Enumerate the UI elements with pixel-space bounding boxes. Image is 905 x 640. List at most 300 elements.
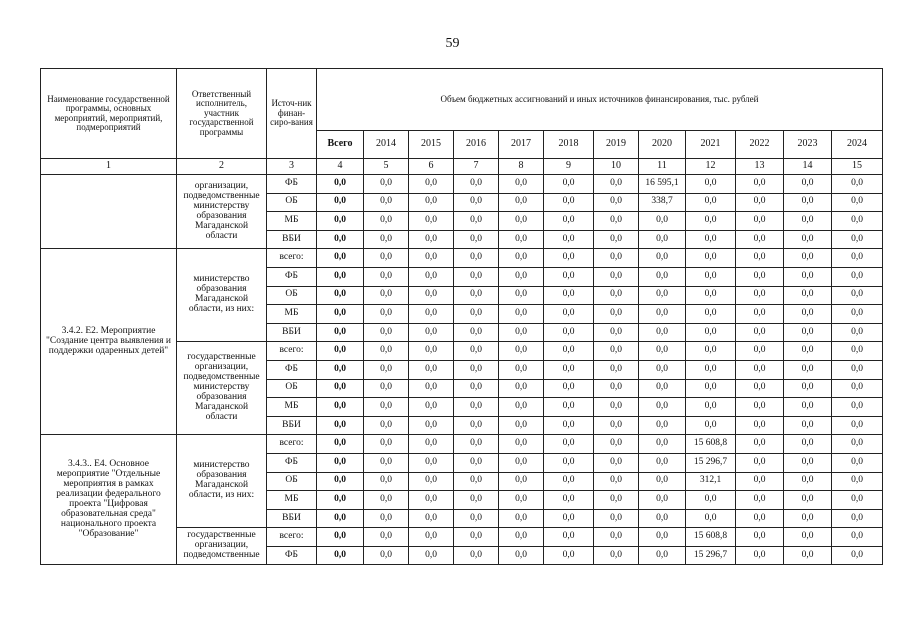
column-number: 13 (736, 159, 784, 175)
measure-name-cell: 3.4.2. Е2. Мероприятие "Создание центра выявления и поддержки одаренных детей" (41, 249, 177, 435)
header-year: 2019 (594, 131, 639, 159)
year-value-cell: 0,0 (639, 249, 686, 268)
year-value-cell: 0,0 (409, 435, 454, 454)
year-value-cell: 0,0 (832, 398, 883, 417)
year-value-cell: 0,0 (784, 212, 832, 231)
year-value-cell: 0,0 (639, 491, 686, 510)
source-cell: ФБ (267, 360, 317, 379)
total-value-cell: 0,0 (317, 453, 364, 472)
year-value-cell: 0,0 (639, 342, 686, 361)
total-value-cell: 0,0 (317, 323, 364, 342)
year-value-cell: 0,0 (594, 491, 639, 510)
year-value-cell: 0,0 (736, 435, 784, 454)
total-value-cell: 0,0 (317, 435, 364, 454)
year-value-cell: 0,0 (686, 230, 736, 249)
header-year: 2015 (409, 131, 454, 159)
year-value-cell: 0,0 (544, 249, 594, 268)
year-value-cell: 0,0 (784, 509, 832, 528)
source-cell: всего: (267, 435, 317, 454)
year-value-cell: 0,0 (639, 509, 686, 528)
year-value-cell: 0,0 (499, 193, 544, 212)
year-value-cell: 0,0 (409, 212, 454, 231)
source-cell: ФБ (267, 453, 317, 472)
year-value-cell: 0,0 (594, 267, 639, 286)
year-value-cell: 312,1 (686, 472, 736, 491)
total-value-cell: 0,0 (317, 212, 364, 231)
year-value-cell: 0,0 (639, 398, 686, 417)
year-value-cell: 0,0 (499, 323, 544, 342)
source-cell: ОБ (267, 472, 317, 491)
column-number: 9 (544, 159, 594, 175)
total-value-cell: 0,0 (317, 230, 364, 249)
year-value-cell: 0,0 (409, 416, 454, 435)
header-volume: Объем бюджетных ассигнований и иных источников финансирования, тыс. рублей (317, 69, 883, 131)
year-value-cell: 0,0 (454, 193, 499, 212)
year-value-cell: 0,0 (409, 249, 454, 268)
year-value-cell: 0,0 (594, 546, 639, 565)
year-value-cell: 0,0 (736, 267, 784, 286)
year-value-cell: 15 296,7 (686, 546, 736, 565)
source-cell: ОБ (267, 379, 317, 398)
source-cell: ОБ (267, 193, 317, 212)
year-value-cell: 0,0 (832, 472, 883, 491)
year-value-cell: 15 296,7 (686, 453, 736, 472)
year-value-cell: 0,0 (594, 528, 639, 547)
source-cell: всего: (267, 528, 317, 547)
year-value-cell: 0,0 (544, 267, 594, 286)
year-value-cell: 0,0 (409, 528, 454, 547)
year-value-cell: 0,0 (736, 491, 784, 510)
header-responsible: Ответственный исполнитель, участник государственной программы (177, 69, 267, 159)
year-value-cell: 0,0 (832, 212, 883, 231)
year-value-cell: 16 595,1 (639, 175, 686, 194)
year-value-cell: 15 608,8 (686, 435, 736, 454)
year-value-cell: 0,0 (364, 267, 409, 286)
year-value-cell: 0,0 (454, 491, 499, 510)
year-value-cell: 0,0 (409, 360, 454, 379)
header-total: Всего (317, 131, 364, 159)
header-year: 2021 (686, 131, 736, 159)
measure-name-cell (41, 175, 177, 249)
year-value-cell: 0,0 (454, 286, 499, 305)
year-value-cell: 0,0 (736, 379, 784, 398)
year-value-cell: 0,0 (686, 193, 736, 212)
year-value-cell: 0,0 (409, 267, 454, 286)
year-value-cell: 0,0 (544, 342, 594, 361)
year-value-cell: 0,0 (454, 453, 499, 472)
year-value-cell: 0,0 (832, 491, 883, 510)
year-value-cell: 0,0 (454, 398, 499, 417)
year-value-cell: 0,0 (544, 416, 594, 435)
year-value-cell: 0,0 (832, 509, 883, 528)
year-value-cell: 0,0 (784, 360, 832, 379)
year-value-cell: 0,0 (639, 267, 686, 286)
year-value-cell: 0,0 (544, 472, 594, 491)
year-value-cell: 0,0 (499, 453, 544, 472)
year-value-cell: 0,0 (686, 212, 736, 231)
year-value-cell: 0,0 (736, 342, 784, 361)
year-value-cell: 0,0 (639, 528, 686, 547)
year-value-cell: 0,0 (686, 249, 736, 268)
year-value-cell: 338,7 (639, 193, 686, 212)
source-cell: всего: (267, 249, 317, 268)
year-value-cell: 0,0 (686, 305, 736, 324)
year-value-cell: 0,0 (594, 398, 639, 417)
header-year: 2016 (454, 131, 499, 159)
year-value-cell: 0,0 (736, 175, 784, 194)
year-value-cell: 0,0 (832, 528, 883, 547)
year-value-cell: 0,0 (544, 230, 594, 249)
year-value-cell: 0,0 (639, 546, 686, 565)
year-value-cell: 0,0 (594, 342, 639, 361)
year-value-cell: 0,0 (544, 212, 594, 231)
source-cell: всего: (267, 342, 317, 361)
year-value-cell: 0,0 (832, 360, 883, 379)
year-value-cell: 0,0 (499, 175, 544, 194)
total-value-cell: 0,0 (317, 305, 364, 324)
year-value-cell: 0,0 (594, 435, 639, 454)
year-value-cell: 0,0 (364, 528, 409, 547)
header-year: 2024 (832, 131, 883, 159)
year-value-cell: 0,0 (409, 491, 454, 510)
year-value-cell: 0,0 (364, 323, 409, 342)
year-value-cell: 0,0 (736, 305, 784, 324)
header-year: 2018 (544, 131, 594, 159)
total-value-cell: 0,0 (317, 491, 364, 510)
year-value-cell: 0,0 (454, 546, 499, 565)
year-value-cell: 0,0 (736, 249, 784, 268)
year-value-cell: 0,0 (544, 305, 594, 324)
year-value-cell: 0,0 (364, 509, 409, 528)
year-value-cell: 0,0 (364, 472, 409, 491)
header-name: Наименование государственной программы, основных мероприятий, мероприятий, подмероприятий (41, 69, 177, 159)
year-value-cell: 0,0 (499, 546, 544, 565)
year-value-cell: 0,0 (594, 175, 639, 194)
year-value-cell: 0,0 (409, 230, 454, 249)
year-value-cell: 0,0 (686, 398, 736, 417)
year-value-cell: 0,0 (736, 472, 784, 491)
year-value-cell: 0,0 (784, 249, 832, 268)
year-value-cell: 0,0 (544, 509, 594, 528)
year-value-cell: 0,0 (364, 398, 409, 417)
year-value-cell: 0,0 (686, 379, 736, 398)
year-value-cell: 0,0 (454, 249, 499, 268)
year-value-cell: 0,0 (832, 286, 883, 305)
year-value-cell: 0,0 (409, 509, 454, 528)
column-number: 4 (317, 159, 364, 175)
total-value-cell: 0,0 (317, 546, 364, 565)
header-year: 2020 (639, 131, 686, 159)
year-value-cell: 0,0 (736, 212, 784, 231)
column-number: 6 (409, 159, 454, 175)
column-number: 2 (177, 159, 267, 175)
year-value-cell: 0,0 (544, 379, 594, 398)
column-number: 15 (832, 159, 883, 175)
year-value-cell: 0,0 (639, 360, 686, 379)
year-value-cell: 0,0 (454, 305, 499, 324)
column-number: 11 (639, 159, 686, 175)
source-cell: ФБ (267, 267, 317, 286)
header-year: 2017 (499, 131, 544, 159)
year-value-cell: 0,0 (594, 323, 639, 342)
year-value-cell: 0,0 (832, 249, 883, 268)
year-value-cell: 0,0 (686, 267, 736, 286)
year-value-cell: 0,0 (639, 379, 686, 398)
total-value-cell: 0,0 (317, 416, 364, 435)
source-cell: МБ (267, 491, 317, 510)
total-value-cell: 0,0 (317, 528, 364, 547)
year-value-cell: 0,0 (544, 546, 594, 565)
year-value-cell: 0,0 (784, 379, 832, 398)
year-value-cell: 0,0 (594, 360, 639, 379)
year-value-cell: 0,0 (499, 509, 544, 528)
year-value-cell: 0,0 (686, 342, 736, 361)
year-value-cell: 0,0 (639, 305, 686, 324)
year-value-cell: 0,0 (784, 230, 832, 249)
year-value-cell: 0,0 (832, 193, 883, 212)
year-value-cell: 0,0 (499, 230, 544, 249)
year-value-cell: 0,0 (454, 342, 499, 361)
year-value-cell: 0,0 (736, 416, 784, 435)
year-value-cell: 0,0 (784, 453, 832, 472)
year-value-cell: 0,0 (454, 175, 499, 194)
year-value-cell: 0,0 (454, 379, 499, 398)
year-value-cell: 0,0 (409, 323, 454, 342)
year-value-cell: 0,0 (784, 416, 832, 435)
year-value-cell: 0,0 (784, 472, 832, 491)
year-value-cell: 0,0 (832, 546, 883, 565)
year-value-cell: 0,0 (594, 509, 639, 528)
year-value-cell: 0,0 (364, 286, 409, 305)
year-value-cell: 0,0 (544, 360, 594, 379)
year-value-cell: 0,0 (594, 286, 639, 305)
year-value-cell: 0,0 (639, 453, 686, 472)
year-value-cell: 0,0 (736, 230, 784, 249)
year-value-cell: 0,0 (686, 360, 736, 379)
year-value-cell: 0,0 (736, 360, 784, 379)
year-value-cell: 0,0 (686, 286, 736, 305)
total-value-cell: 0,0 (317, 193, 364, 212)
year-value-cell: 0,0 (832, 379, 883, 398)
year-value-cell: 0,0 (544, 175, 594, 194)
year-value-cell: 0,0 (409, 342, 454, 361)
year-value-cell: 0,0 (409, 175, 454, 194)
total-value-cell: 0,0 (317, 267, 364, 286)
column-number: 1 (41, 159, 177, 175)
year-value-cell: 0,0 (784, 546, 832, 565)
column-number: 14 (784, 159, 832, 175)
responsible-cell: государственные организации, подведомственные (177, 528, 267, 565)
column-number: 7 (454, 159, 499, 175)
column-number: 12 (686, 159, 736, 175)
year-value-cell: 0,0 (544, 435, 594, 454)
year-value-cell: 0,0 (832, 175, 883, 194)
source-cell: ВБИ (267, 509, 317, 528)
year-value-cell: 0,0 (499, 342, 544, 361)
year-value-cell: 0,0 (409, 472, 454, 491)
year-value-cell: 0,0 (409, 398, 454, 417)
year-value-cell: 0,0 (736, 286, 784, 305)
year-value-cell: 0,0 (784, 286, 832, 305)
year-value-cell: 0,0 (409, 305, 454, 324)
total-value-cell: 0,0 (317, 175, 364, 194)
year-value-cell: 0,0 (364, 360, 409, 379)
year-value-cell: 0,0 (454, 323, 499, 342)
source-cell: ВБИ (267, 323, 317, 342)
year-value-cell: 0,0 (639, 212, 686, 231)
year-value-cell: 0,0 (544, 323, 594, 342)
year-value-cell: 0,0 (686, 491, 736, 510)
table-row (41, 249, 883, 268)
year-value-cell: 0,0 (454, 472, 499, 491)
budget-table (40, 68, 883, 565)
year-value-cell: 0,0 (499, 267, 544, 286)
year-value-cell: 0,0 (639, 416, 686, 435)
year-value-cell: 0,0 (832, 230, 883, 249)
year-value-cell: 0,0 (736, 528, 784, 547)
column-number: 8 (499, 159, 544, 175)
header-year: 2014 (364, 131, 409, 159)
year-value-cell: 0,0 (784, 305, 832, 324)
year-value-cell: 0,0 (364, 453, 409, 472)
year-value-cell: 0,0 (364, 212, 409, 231)
source-cell: МБ (267, 398, 317, 417)
year-value-cell: 0,0 (364, 379, 409, 398)
year-value-cell: 0,0 (686, 175, 736, 194)
year-value-cell: 0,0 (364, 305, 409, 324)
year-value-cell: 0,0 (832, 416, 883, 435)
year-value-cell: 0,0 (454, 212, 499, 231)
year-value-cell: 0,0 (832, 435, 883, 454)
year-value-cell: 0,0 (544, 528, 594, 547)
year-value-cell: 0,0 (784, 193, 832, 212)
source-cell: ОБ (267, 286, 317, 305)
responsible-cell: государственные организации, подведомственные министерству образования Магаданской области (177, 342, 267, 435)
year-value-cell: 0,0 (499, 491, 544, 510)
total-value-cell: 0,0 (317, 360, 364, 379)
year-value-cell: 0,0 (784, 323, 832, 342)
year-value-cell: 0,0 (784, 528, 832, 547)
year-value-cell: 0,0 (736, 453, 784, 472)
year-value-cell: 0,0 (364, 193, 409, 212)
year-value-cell: 0,0 (784, 175, 832, 194)
year-value-cell: 0,0 (364, 175, 409, 194)
year-value-cell: 0,0 (832, 453, 883, 472)
year-value-cell: 0,0 (736, 323, 784, 342)
year-value-cell: 0,0 (544, 193, 594, 212)
year-value-cell: 0,0 (409, 546, 454, 565)
source-cell: МБ (267, 212, 317, 231)
year-value-cell: 0,0 (544, 453, 594, 472)
year-value-cell: 0,0 (736, 546, 784, 565)
header-year: 2023 (784, 131, 832, 159)
year-value-cell: 0,0 (594, 305, 639, 324)
year-value-cell: 0,0 (454, 509, 499, 528)
year-value-cell: 0,0 (784, 267, 832, 286)
year-value-cell: 0,0 (594, 416, 639, 435)
year-value-cell: 0,0 (784, 435, 832, 454)
source-cell: ВБИ (267, 416, 317, 435)
year-value-cell: 0,0 (639, 472, 686, 491)
year-value-cell: 0,0 (409, 379, 454, 398)
year-value-cell: 0,0 (364, 416, 409, 435)
year-value-cell: 0,0 (686, 416, 736, 435)
total-value-cell: 0,0 (317, 509, 364, 528)
year-value-cell: 0,0 (499, 286, 544, 305)
year-value-cell: 0,0 (594, 249, 639, 268)
year-value-cell: 15 608,8 (686, 528, 736, 547)
year-value-cell: 0,0 (686, 323, 736, 342)
source-cell: ВБИ (267, 230, 317, 249)
year-value-cell: 0,0 (594, 212, 639, 231)
year-value-cell: 0,0 (639, 230, 686, 249)
year-value-cell: 0,0 (544, 398, 594, 417)
responsible-cell: организации, подведомственные министерству образования Магаданской области (177, 175, 267, 249)
year-value-cell: 0,0 (499, 212, 544, 231)
responsible-cell: министерство образования Магаданской области, из них: (177, 249, 267, 342)
year-value-cell: 0,0 (594, 453, 639, 472)
year-value-cell: 0,0 (832, 342, 883, 361)
table-row (41, 435, 883, 454)
year-value-cell: 0,0 (364, 435, 409, 454)
year-value-cell: 0,0 (454, 230, 499, 249)
year-value-cell: 0,0 (784, 398, 832, 417)
year-value-cell: 0,0 (499, 528, 544, 547)
year-value-cell: 0,0 (499, 305, 544, 324)
year-value-cell: 0,0 (364, 546, 409, 565)
column-number: 5 (364, 159, 409, 175)
year-value-cell: 0,0 (499, 398, 544, 417)
year-value-cell: 0,0 (639, 435, 686, 454)
year-value-cell: 0,0 (364, 230, 409, 249)
total-value-cell: 0,0 (317, 379, 364, 398)
column-number: 3 (267, 159, 317, 175)
year-value-cell: 0,0 (499, 416, 544, 435)
source-cell: ФБ (267, 546, 317, 565)
column-number: 10 (594, 159, 639, 175)
year-value-cell: 0,0 (594, 193, 639, 212)
year-value-cell: 0,0 (832, 267, 883, 286)
source-cell: МБ (267, 305, 317, 324)
year-value-cell: 0,0 (736, 509, 784, 528)
total-value-cell: 0,0 (317, 342, 364, 361)
page-number: 59 (445, 36, 460, 51)
year-value-cell: 0,0 (454, 267, 499, 286)
year-value-cell: 0,0 (409, 286, 454, 305)
year-value-cell: 0,0 (409, 193, 454, 212)
year-value-cell: 0,0 (499, 379, 544, 398)
year-value-cell: 0,0 (409, 453, 454, 472)
total-value-cell: 0,0 (317, 472, 364, 491)
year-value-cell: 0,0 (499, 249, 544, 268)
year-value-cell: 0,0 (499, 472, 544, 491)
header-source: Источ-ник финан-сиро-вания (267, 69, 317, 159)
year-value-cell: 0,0 (784, 491, 832, 510)
total-value-cell: 0,0 (317, 398, 364, 417)
year-value-cell: 0,0 (594, 230, 639, 249)
total-value-cell: 0,0 (317, 249, 364, 268)
table-row (41, 175, 883, 194)
total-value-cell: 0,0 (317, 286, 364, 305)
year-value-cell: 0,0 (736, 193, 784, 212)
year-value-cell: 0,0 (832, 305, 883, 324)
year-value-cell: 0,0 (499, 360, 544, 379)
year-value-cell: 0,0 (454, 435, 499, 454)
year-value-cell: 0,0 (639, 323, 686, 342)
measure-name-cell: 3.4.3.. Е4. Основное мероприятие "Отдельные мероприятия в рамках реализации федерального проекта "Цифровая образовательная среда" национального проекта "Образование" (41, 435, 177, 565)
year-value-cell: 0,0 (686, 509, 736, 528)
year-value-cell: 0,0 (364, 249, 409, 268)
